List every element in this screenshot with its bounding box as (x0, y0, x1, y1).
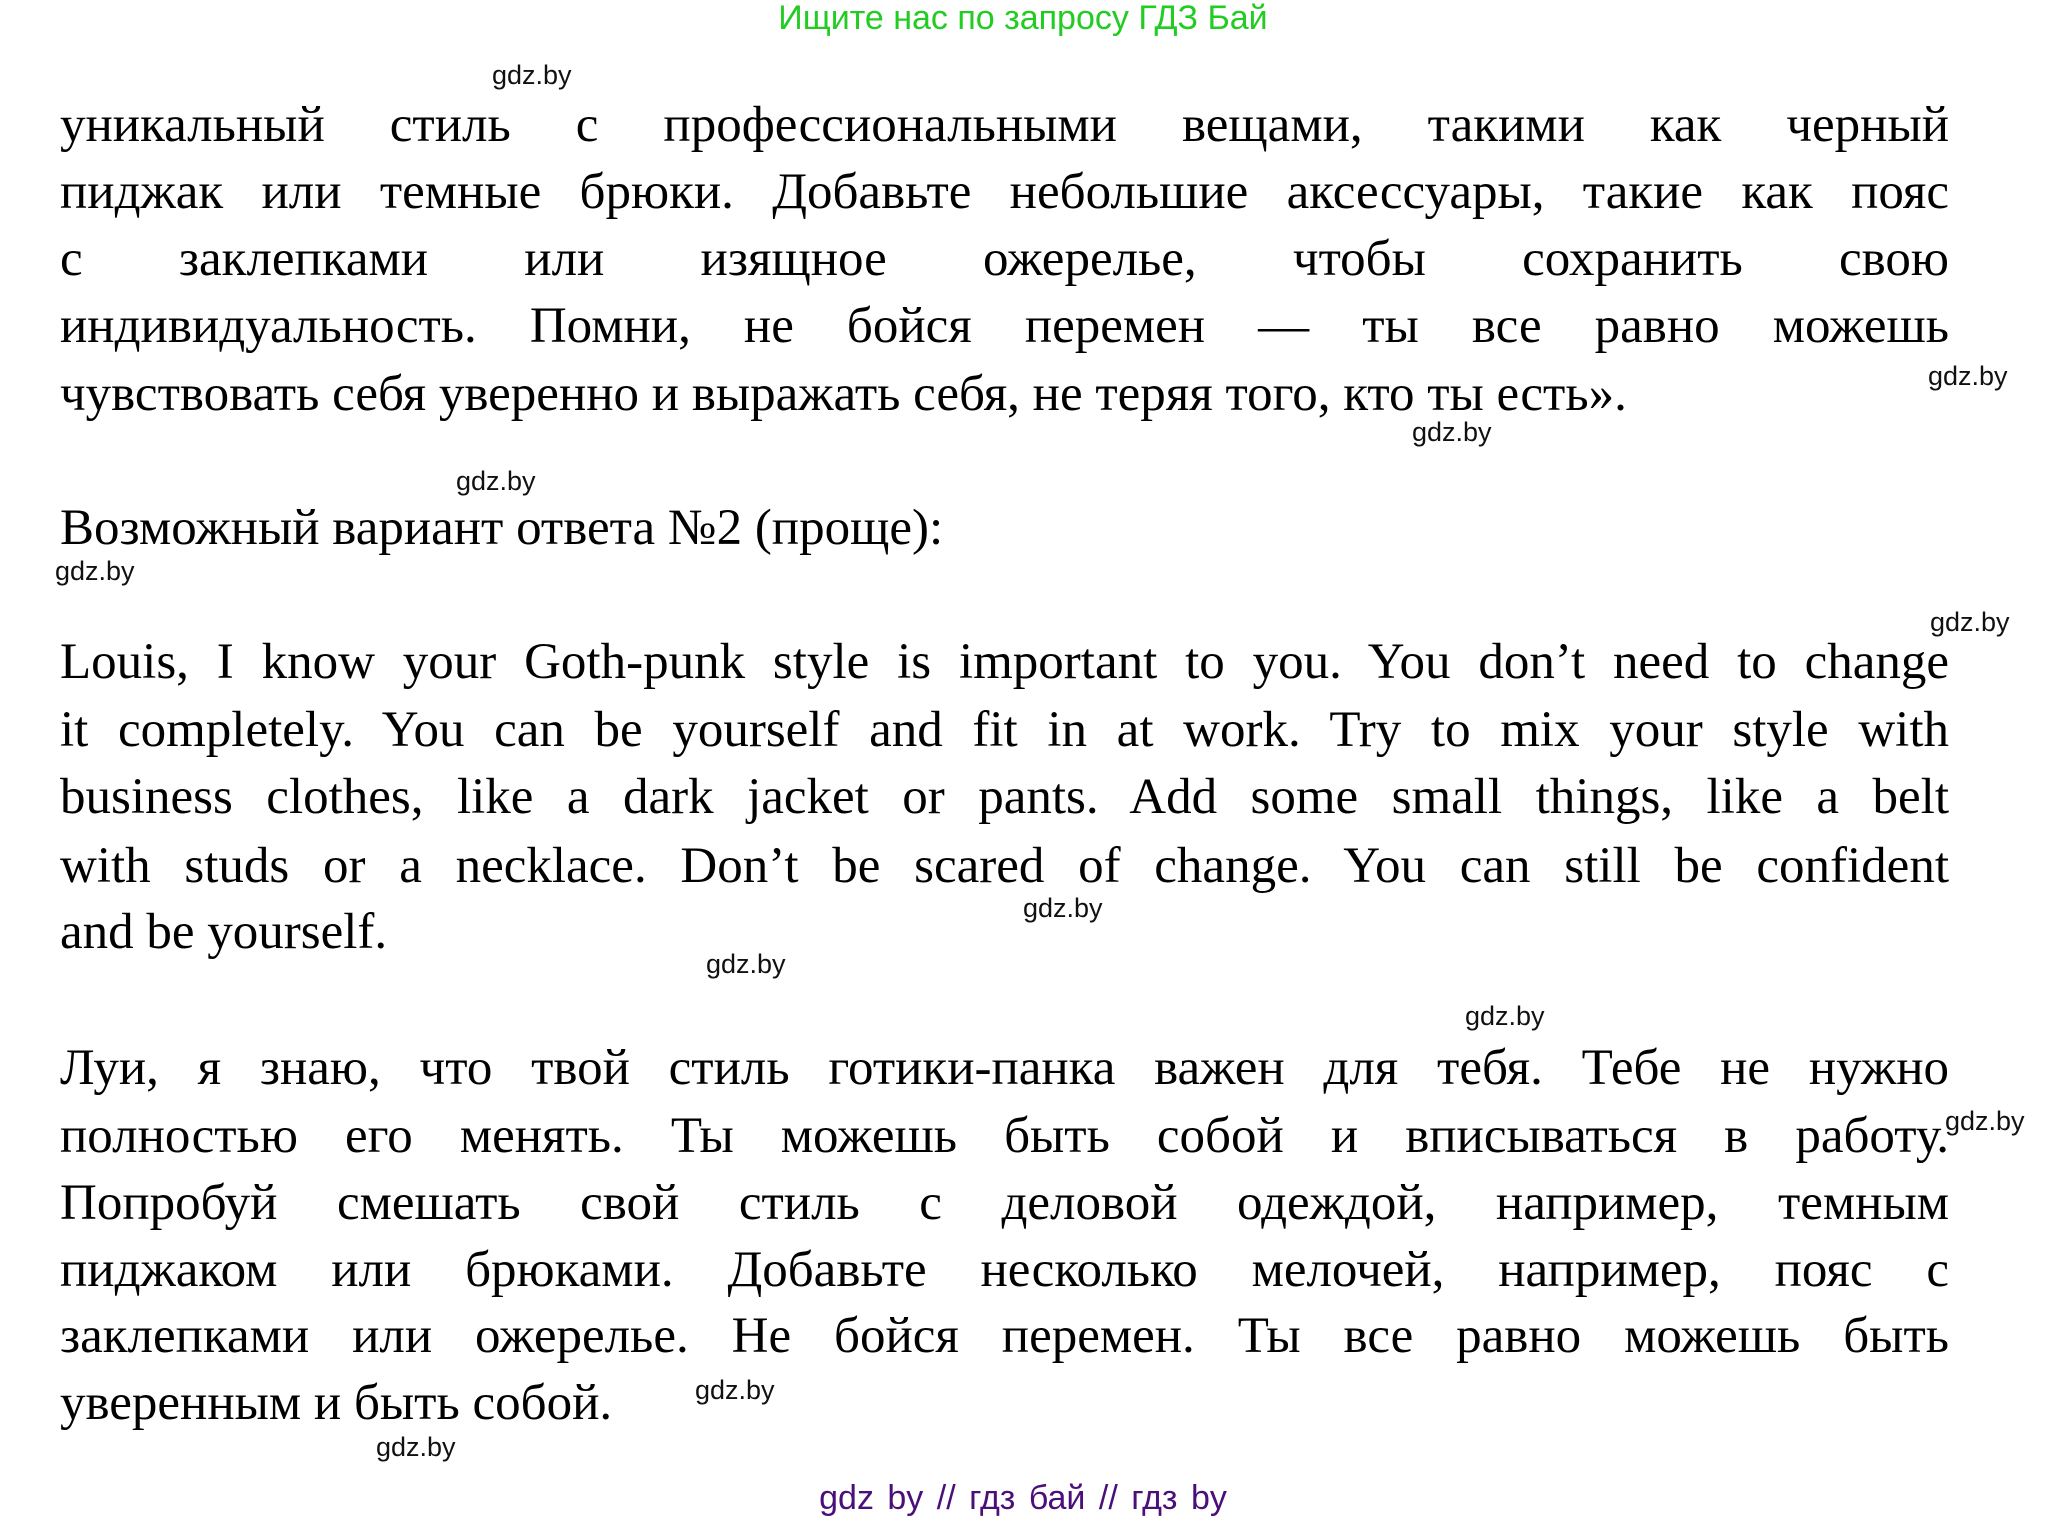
text-line: чувствовать себя уверенно и выражать себя, не теряя того, кто ты есть». (60, 366, 1627, 422)
text-line: Louis, I know your Goth-punk style is important to you. You don’t need to change (60, 634, 1949, 690)
text-line: индивидуальность. Помни, не бойся перемен — ты все равно можешь (60, 298, 1949, 354)
search-hint-banner: Ищите нас по запросу ГДЗ Бай (778, 0, 1268, 37)
watermark: gdz.by (1930, 607, 2010, 637)
watermark: gdz.by (55, 556, 135, 586)
text-line: Попробуй смешать свой стиль с деловой одеждой, например, темным (60, 1175, 1949, 1231)
text-line: business clothes, like a dark jacket or pants. Add some small things, like a belt (60, 769, 1949, 825)
text-line: it completely. You can be yourself and fit in at work. Try to mix your style with (60, 702, 1949, 758)
text-line: с заклепками или изящное ожерелье, чтобы сохранить свою (60, 231, 1949, 287)
text-line: Луи, я знаю, что твой стиль готики-панка важен для тебя. Тебе не нужно (60, 1040, 1949, 1096)
watermark: gdz.by (456, 466, 536, 496)
text-line: уникальный стиль с профессиональными вещами, такими как черный (60, 97, 1949, 153)
answer-variant-heading: Возможный вариант ответа №2 (проще): (60, 500, 944, 556)
text-line: заклепками или ожерелье. Не бойся перемен. Ты все равно можешь быть (60, 1308, 1949, 1364)
text-line: and be yourself. (60, 904, 388, 960)
text-line: полностью его менять. Ты можешь быть собой и вписываться в работу. (60, 1108, 1949, 1164)
watermark: gdz.by (706, 949, 786, 979)
text-line: пиджаком или брюками. Добавьте несколько мелочей, например, пояс с (60, 1242, 1949, 1298)
text-line: пиджак или темные брюки. Добавьте небольшие аксессуары, такие как пояс (60, 164, 1949, 220)
watermark: gdz.by (492, 60, 572, 90)
watermark: gdz.by (1412, 417, 1492, 447)
watermark: gdz.by (1465, 1001, 1545, 1031)
watermark: gdz.by (695, 1375, 775, 1405)
watermark: gdz.by (1945, 1106, 2025, 1136)
watermark: gdz.by (1023, 893, 1103, 923)
site-footer-links: gdz by // гдз бай // гдз by (819, 1479, 1227, 1517)
watermark: gdz.by (376, 1432, 456, 1462)
text-line: уверенным и быть собой. (60, 1375, 613, 1431)
watermark: gdz.by (1928, 361, 2008, 391)
text-line: with studs or a necklace. Don’t be scared of change. You can still be confident (60, 838, 1949, 894)
